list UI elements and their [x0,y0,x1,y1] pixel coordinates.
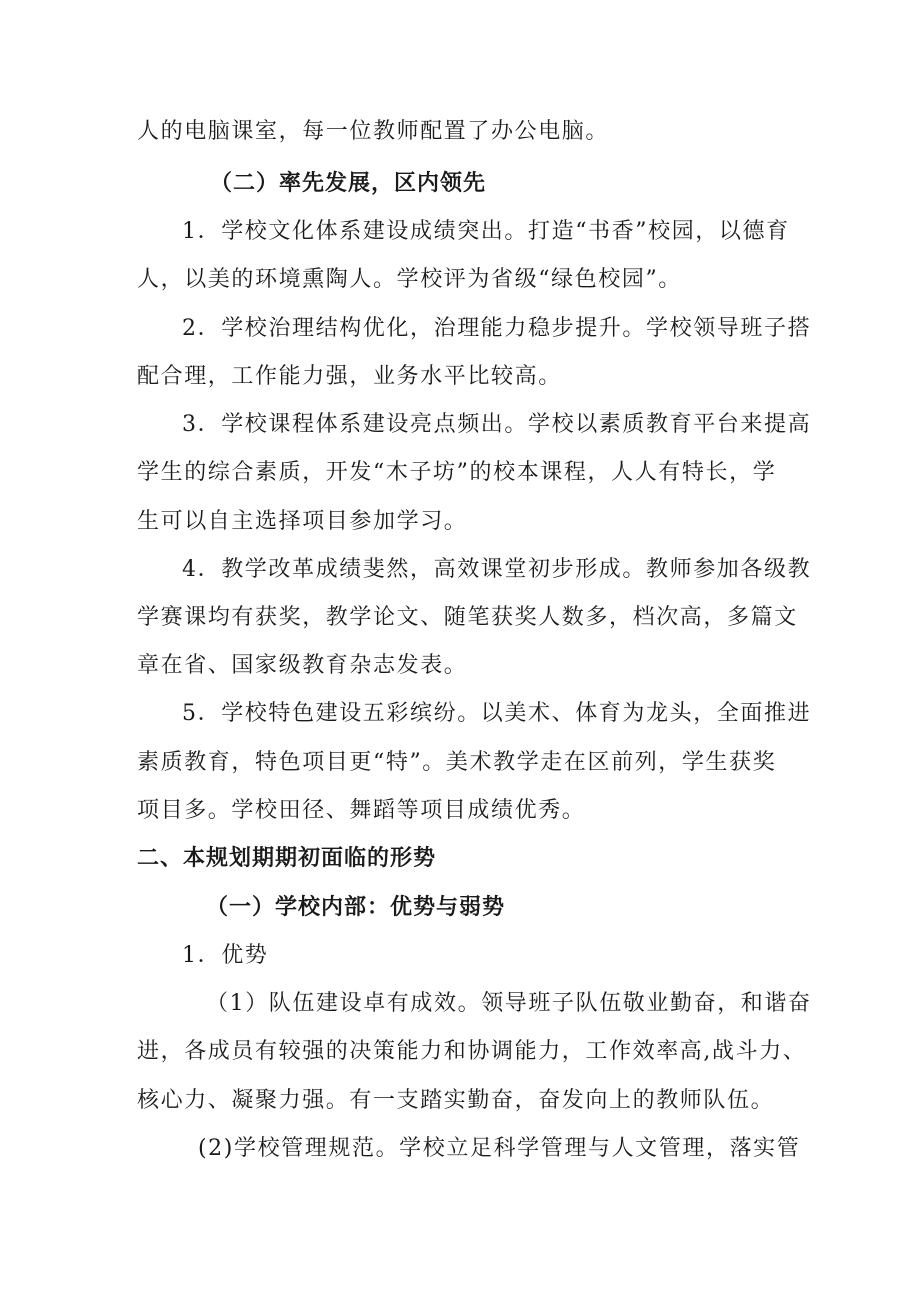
paragraph-line: 项目多。学校田径、舞蹈等项目成绩优秀。 [137,798,586,823]
paragraph-line: 2．学校治理结构优化，治理能力稳步提升。学校领导班子搭 [182,316,812,341]
paragraph-line: 4．教学改革成绩斐然，高效课堂初步形成。教师参加各级教 [182,557,812,582]
paragraph-line: 进，各成员有较强的决策能力和协调能力，工作效率高,战斗力、 [137,1039,807,1064]
paragraph-line: 1．学校文化体系建设成绩突出。打造“书香”校园，以德育 [182,219,790,244]
paragraph-line: 生可以自主选择项目参加学习。 [137,509,468,534]
paragraph-line: 核心力、凝聚力强。有一支踏实勤奋，奋发向上的教师队伍。 [137,1088,775,1113]
section-heading: （二）率先发展，区内领先 [210,171,487,196]
section-heading: （一）学校内部：优势与弱势 [206,895,506,920]
paragraph-line: 3．学校课程体系建设亮点频出。学校以素质教育平台来提高 [182,412,812,437]
paragraph-line: 素质教育，特色项目更“特”。美术教学走在区前列，学生获奖 [137,750,777,775]
paragraph-line: 配合理，工作能力强，业务水平比较高。 [137,364,562,389]
paragraph-line: 人，以美的环境熏陶人。学校评为省级“绿色校园”。 [137,267,682,292]
chapter-heading: 二、本规划期期初面临的形势 [137,846,437,871]
paragraph-line: (2)学校管理规范。学校立足科学管理与人文管理，落实管 [198,1136,801,1161]
paragraph-line: 人的电脑课室，每一位教师配置了办公电脑。 [137,119,610,144]
paragraph-line: 5．学校特色建设五彩缤纷。以美术、体育为龙头，全面推进 [182,701,812,726]
paragraph-line: （1）队伍建设卓有成效。领导班子队伍敬业勤奋，和谐奋 [206,991,812,1016]
paragraph-line: 章在省、国家级教育杂志发表。 [137,653,468,678]
paragraph-line: 学赛课均有获奖，教学论文、随笔获奖人数多，档次高，多篇文 [137,605,798,630]
paragraph-line: 学生的综合素质，开发“木子坊”的校本课程，人人有特长，学 [137,460,777,485]
subsection-heading: 1．优势 [182,943,269,968]
